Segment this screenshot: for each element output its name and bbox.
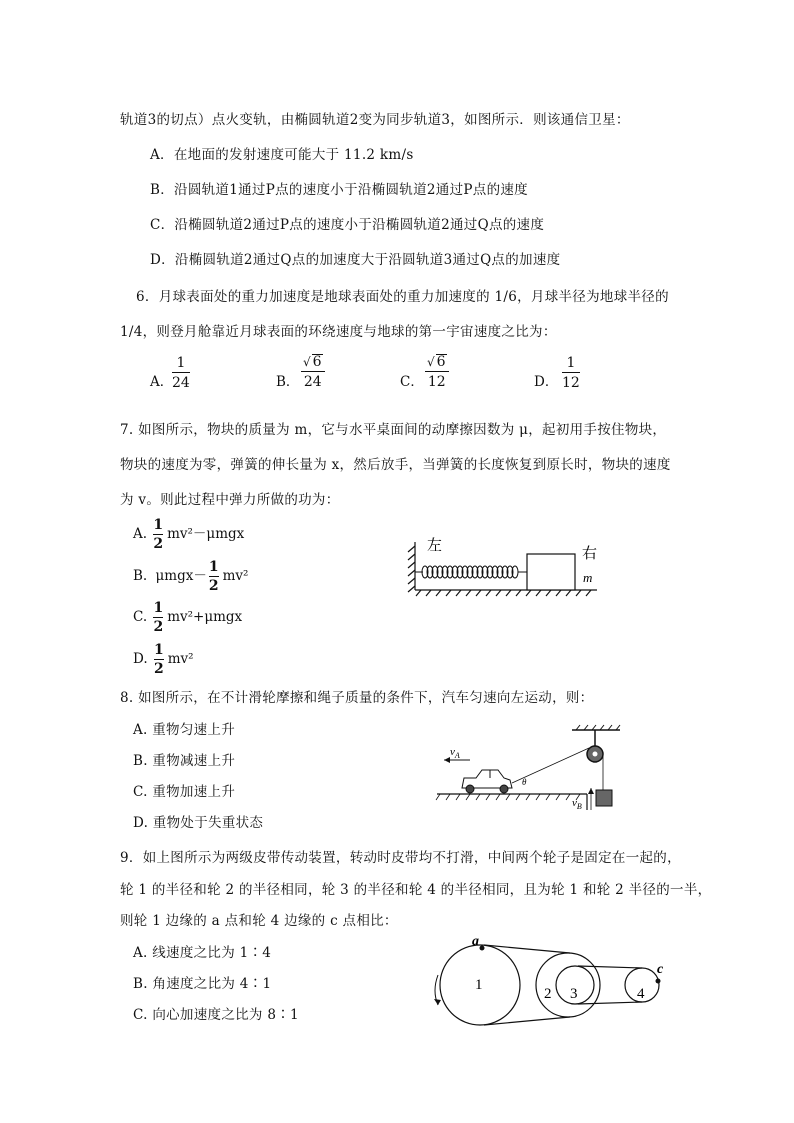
table-surface — [415, 590, 597, 596]
label-c: c — [657, 962, 664, 977]
velocity-arrow-b — [572, 788, 594, 811]
belt-lower-2 — [578, 1002, 642, 1004]
q7-option-b-half: $\frac{1}{2}$ — [208, 559, 219, 594]
spring — [415, 566, 527, 578]
point-a-dot — [480, 946, 485, 951]
label-wheel-4: 4 — [637, 986, 645, 1002]
q9-option-c: C. 向心加速度之比为 8∶1 — [133, 1007, 299, 1023]
ground — [436, 794, 587, 810]
q6-line-2: 1/4，则登月舱靠近月球表面的环绕速度与地球的第一宇宙速度之比为： — [120, 324, 557, 340]
q5-option-d: D．沿椭圆轨道2通过Q点的加速度大于沿圆轨道3通过Q点的加速度 — [150, 252, 561, 268]
q8-option-a: A. 重物匀速上升 — [133, 722, 236, 738]
q7-line-2: 物块的速度为零，弹簧的伸长量为 x，然后放手，当弹簧的长度恢复到原长时，物块的速度 — [120, 457, 671, 473]
q6-option-a-fraction — [172, 356, 190, 390]
q9-line-2: 轮 1 的半径和轮 2 的半径相同，轮 3 的半径和轮 4 的半径相同，且为轮 1 和轮 2 半径的一半， — [120, 882, 712, 898]
angle-theta: θ — [522, 777, 527, 787]
label-wheel-1: 1 — [475, 977, 483, 993]
point-c-dot — [656, 979, 661, 984]
q9-option-b: B. 角速度之比为 4∶1 — [133, 976, 272, 992]
q6-option-a-numerator: 1 — [176, 355, 186, 371]
label-mass: m — [583, 570, 593, 585]
q5-option-b: B．沿圆轨道1通过P点的速度小于沿椭圆轨道2通过P点的速度 — [150, 182, 528, 198]
label-wheel-3: 3 — [570, 986, 578, 1002]
q6-option-d-denominator: 12 — [562, 375, 580, 391]
q8-pulley-figure — [432, 722, 632, 814]
q6-option-d-numerator: 1 — [566, 355, 576, 371]
q6-option-c-denominator: 12 — [427, 374, 446, 390]
q6-option-b-denominator: 24 — [303, 374, 322, 390]
q8-option-c: C. 重物加速上升 — [133, 784, 236, 800]
q6-option-c-fraction: √ 6 12 — [425, 354, 449, 389]
q7-option-a-half: $\frac{1}{2}$ — [153, 517, 164, 552]
q6-option-b-label: B． — [276, 374, 300, 390]
q5-option-c: C．沿椭圆轨道2通过P点的速度小于沿椭圆轨道2通过Q点的速度 — [150, 217, 545, 233]
wall — [408, 542, 415, 592]
q7-option-c: C. $\frac{1}{2}$ mv²+μmgx — [133, 600, 243, 635]
q6-option-c-numerator: 6 — [436, 354, 446, 370]
car — [462, 770, 512, 793]
label-a: a — [472, 935, 479, 949]
q7-option-b: B. μmgx－ $\frac{1}{2}$ mv² — [133, 559, 249, 594]
q5-option-a: A．在地面的发射速度可能大于 11.2 km/s — [150, 147, 414, 163]
q6-line-1: 6．月球表面处的重力加速度是地球表面处的重力加速度的 1/6，月球半径为地球半径的 — [136, 289, 669, 305]
svg-text:vA: $v_A$ — [450, 746, 460, 760]
q9-line-1: 9．如上图所示为两级皮带传动装置，转动时皮带均不打滑，中间两个轮子是固定在一起的， — [120, 850, 681, 866]
q6-option-b-numerator: 6 — [312, 354, 322, 370]
q9-belt-figure — [420, 935, 680, 1035]
q7-option-a: A. $\frac{1}{2}$ mv²－μmgx — [133, 517, 245, 552]
q8-option-d: D. 重物处于失重状态 — [133, 815, 264, 831]
block — [527, 554, 575, 590]
q6-option-d-label: D． — [534, 374, 559, 390]
velocity-arrow-a — [444, 746, 470, 763]
weight — [596, 790, 612, 806]
label-right: 右 — [582, 546, 598, 562]
ceiling — [572, 725, 620, 730]
q9-option-a: A. 线速度之比为 1∶4 — [133, 945, 272, 961]
q6-option-b-fraction: √ 6 24 — [301, 354, 325, 389]
label-left: 左 — [427, 538, 443, 554]
wheel-2 — [536, 953, 600, 1017]
q6-option-a-denominator: 24 — [172, 375, 190, 391]
svg-text:vB: $v_B$ — [572, 797, 582, 811]
label-wheel-2: 2 — [544, 986, 552, 1002]
belt-upper-2 — [578, 966, 642, 968]
q7-option-c-half: $\frac{1}{2}$ — [153, 600, 164, 635]
q7-spring-figure — [405, 530, 605, 605]
q6-option-a-label: A． — [150, 374, 174, 390]
q6-option-d-fraction — [562, 356, 580, 390]
q7-option-d-half: $\frac{1}{2}$ — [153, 642, 164, 677]
q7-option-d: D. $\frac{1}{2}$ mv² — [133, 642, 194, 677]
q9-line-3: 则轮 1 边缘的 a 点和轮 4 边缘的 c 点相比： — [120, 913, 398, 929]
q8-option-b: B. 重物减速上升 — [133, 753, 236, 769]
intro-line: 轨道3的切点）点火变轨，由椭圆轨道2变为同步轨道3，如图所示．则该通信卫星： — [120, 112, 630, 128]
q8-stem: 8. 如图所示，在不计滑轮摩擦和绳子质量的条件下，汽车匀速向左运动，则： — [120, 690, 594, 706]
q7-line-1: 7. 如图所示，物块的质量为 m，它与水平桌面间的动摩擦因数为 μ，起初用手按住物块， — [120, 422, 667, 438]
q6-option-c-label: C． — [400, 374, 424, 390]
q7-line-3: 为 v。则此过程中弹力所做的功为： — [120, 492, 340, 508]
